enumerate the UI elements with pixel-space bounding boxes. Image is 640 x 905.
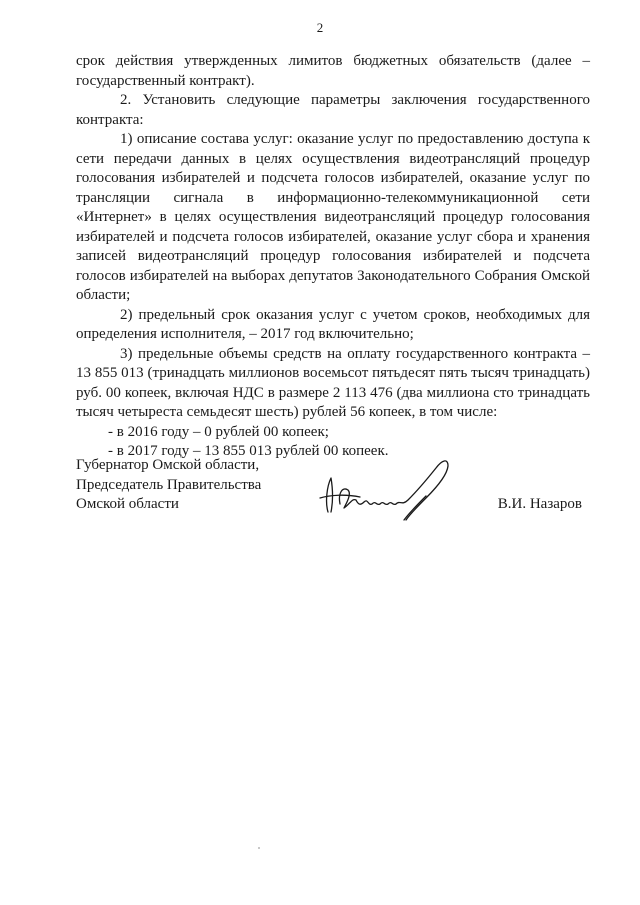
handwritten-signature — [316, 454, 466, 524]
signatory-title-line: Председатель Правительства — [76, 476, 262, 493]
paragraph-contract-parameters: 2. Установить следующие параметры заключения государственного контракта: — [76, 92, 590, 128]
signatory-title — [76, 456, 261, 515]
paragraph-service-deadline: 2) предельный срок оказания услуг с учетом сроков, необходимых для определения исполнителя, – 2017 год включительно; — [76, 306, 590, 342]
list-item-2016: - в 2016 году – 0 рублей 00 копеек; — [108, 423, 329, 440]
page-number: 2 — [316, 20, 324, 35]
list-item-2017: - в 2017 году – 13 855 013 рублей 00 копеек. — [108, 443, 389, 459]
scan-artifact — [258, 847, 260, 849]
signatory-name: В.И. Назаров — [497, 496, 582, 512]
signature-block — [76, 456, 590, 526]
signatory-title-line: Губернатор Омской области, — [76, 457, 260, 473]
paragraph-funding-limits: 3) предельные объемы средств на оплату государственного контракта – 13 855 013 (тринадцать миллионов восемьсот пятьдесят пять тысяч тринадцать) руб. 00 копеек, включая НДС в размере 2 113 476 (два миллиона сто тринадцать тысяч четыреста семьдесят шесть) рублей 56 копеек, в том числе: — [76, 345, 590, 420]
paragraph-services-description: 1) описание состава услуг: оказание услуг по предоставлению доступа к сети передачи данных в целях осуществления видеотрансляций процедур голосования избирателей и подсчета голосов избирателей, оказание услуг по трансляции сигнала в информационно-телекоммуникационной сети «Интернет» в целях осуществления видеотрансляций процедур голосования избирателей и подсчета голосов избирателей, оказание услуг сбора и хранения записей видеотрансляций процедур голосования избирателей и подсчета голосов избирателей на выборах депутатов Законодательного Собрания Омской области; — [76, 131, 590, 303]
signatory-title-line: Омской области — [76, 496, 179, 512]
document-body — [76, 52, 590, 462]
paragraph-contract-term: срок действия утвержденных лимитов бюджетных обязательств (далее – государственный контракт). — [76, 53, 590, 89]
